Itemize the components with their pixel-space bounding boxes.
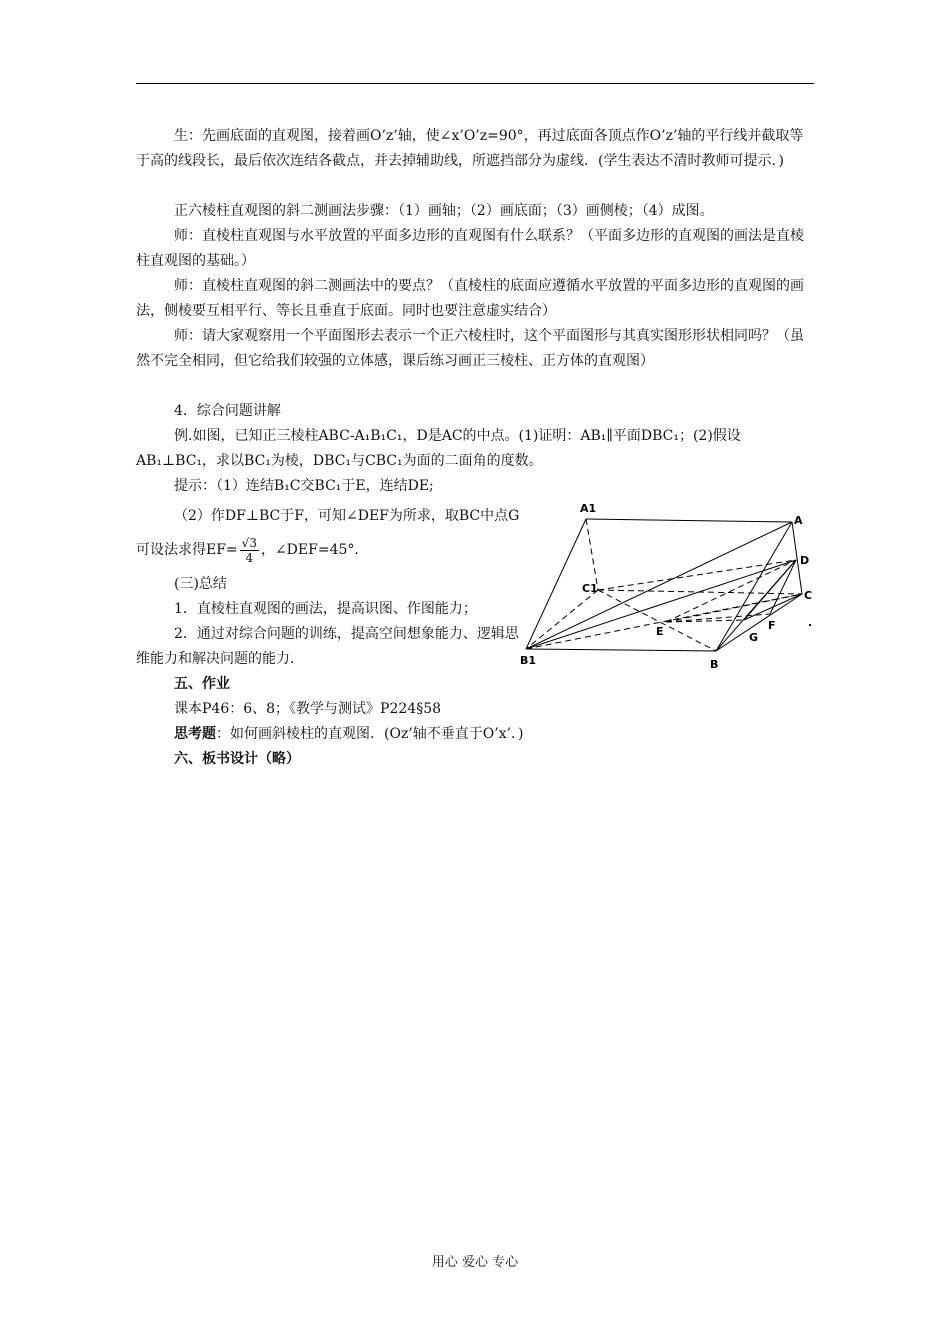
paragraph-hint-2 — [136, 499, 524, 567]
paragraph-summary-2: 2．通过对综合问题的训练，提高空间想象能力、逻辑思维能力和解决问题的能力． — [136, 626, 519, 667]
label-g: G — [749, 631, 759, 644]
paragraph-hexagonal-steps: 正六棱柱直观图的斜二测画法步骤：（1）画轴；（2）画底面；（3）画侧棱；（4）成图。 — [174, 203, 714, 219]
fraction-numerator: √3 — [241, 535, 257, 550]
fraction-denominator: 4 — [245, 550, 254, 565]
edge-a1-a — [586, 519, 792, 522]
label-a: A — [794, 514, 803, 527]
edge-e-d — [666, 560, 796, 622]
thinking-text: ：如何画斜棱柱的直观图．(Oz’轴不垂直于O’x’．) — [216, 726, 524, 742]
label-a1: A1 — [580, 502, 597, 515]
section-heading-comprehensive: 4．综合问题讲解 — [174, 403, 281, 419]
label-d: D — [800, 554, 810, 567]
label-f: F — [768, 619, 776, 632]
fraction-ef — [240, 536, 259, 565]
label-c: C — [804, 589, 813, 602]
hint-2-result: ，∠DEF=45°． — [260, 542, 369, 558]
paragraph-hint-1: 提示：（1）连结B₁C交BC₁于E，连结DE; — [174, 478, 434, 494]
hint-2-text: （2）作DF⊥BC于F，可知∠DEF为所求，取BC中点G可设法求得EF= — [136, 508, 520, 558]
prism-figure — [518, 498, 818, 678]
edge-c1-b — [598, 590, 716, 651]
edge-g-c — [744, 594, 802, 620]
edge-f-d — [770, 560, 796, 614]
edge-c1-c — [598, 590, 802, 594]
label-c1: C1 — [582, 582, 598, 595]
thinking-label: 思考题 — [174, 726, 216, 742]
label-dot: . — [808, 616, 813, 629]
section-heading-homework: 五、作业 — [174, 676, 230, 692]
label-b: B — [710, 658, 719, 671]
edge-a1-b1 — [526, 519, 586, 649]
paragraph-homework: 课本P46：6、8；《教学与测试》P224§58 — [174, 701, 442, 717]
paragraph-teacher-q1: 师：直棱柱直观图与水平放置的平面多边形的直观图有什么联系？（平面多边形的直观图的画法是直棱柱直观图的基础。） — [136, 228, 804, 269]
section-heading-board: 六、板书设计（略） — [174, 751, 300, 767]
header-rule — [136, 83, 814, 84]
paragraph-teacher-q3: 师：请大家观察用一个平面图形去表示一个正六棱柱时，这个平面图形与其真实图形形状相同吗？（虽然不完全相同，但它给我们较强的立体感，课后练习画正三棱柱、正方体的直观图） — [136, 328, 804, 369]
paragraph-example: 例.如图，已知正三棱柱ABC-A₁B₁C₁，D是AC的中点。(1)证明：AB₁∥平面DBC₁；(2)假设AB₁⊥BC₁，求以BC₁为棱，DBC₁与CBC₁为面的二面角的度数。 — [136, 428, 741, 469]
edge-b1-b — [526, 649, 716, 651]
paragraph-summary-1: 1．直棱柱直观图的画法，提高识图、作图能力； — [174, 601, 477, 617]
edge-a1-c1 — [586, 519, 598, 590]
paragraph-teacher-q2: 师：直棱柱直观图的斜二测画法中的要点？（直棱柱的底面应遵循水平放置的平面多边形的直观图的画法，侧棱要互相平行、等长且垂直于底面。同时也要注意虚实结合） — [136, 278, 804, 319]
paragraph-thinking — [136, 722, 814, 747]
label-e: E — [656, 625, 664, 638]
label-b1: B1 — [520, 654, 537, 667]
page-footer: 用心 爱心 专心 — [431, 1255, 519, 1270]
edge-c1-d — [598, 560, 796, 590]
paragraph-student-answer: 生：先画底面的直观图，接着画O’z’轴，使∠x’O’z=90°，再过底面各顶点作O’z’轴的平行线并截取等于高的线段长，最后依次连结各截点，并去掉辅助线，所遮挡部分为虚线．(学生表达不清时教师可提示．) — [136, 128, 804, 169]
section-heading-summary: (三)总结 — [174, 576, 227, 592]
